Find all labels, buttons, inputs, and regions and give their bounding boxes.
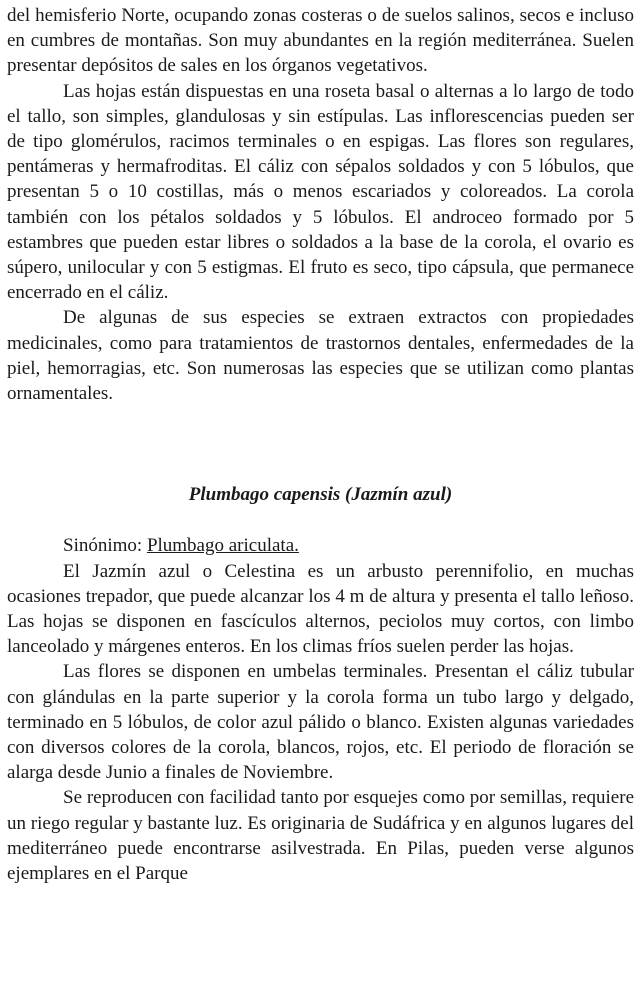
document-page	[7, 3, 634, 886]
section-title: Plumbago capensis (Jazmín azul)	[188, 484, 453, 506]
synonym-value: Plumbago ariculata.	[146, 535, 299, 557]
paragraph-flowers: Las flores se disponen en umbelas terminales. Presentan el cáliz tubular con glándulas en la parte superior y la corola forma un tubo largo y delgado, terminado en 5 lóbulos, de color azul pálido o blanco. Existen algunas variedades con diversos colores de la corola, blancos, rojos, etc. El periodo de floración se alarga desde Junio a finales de Noviembre.	[7, 661, 634, 784]
synonym-label: Sinónimo:	[63, 535, 147, 557]
paragraph-uses: De algunas de sus especies se extraen extractos con propiedades medicinales, como para tratamientos de trastornos dentales, enfermedades de la piel, hemorragias, etc. Son numerosas las especies que se utilizan como plantas ornamentales.	[7, 307, 634, 405]
paragraph-description: El Jazmín azul o Celestina es un arbusto perennifolio, en muchas ocasiones trepador, que puede alcanzar los 4 m de altura y presenta el tallo leñoso. Las hojas se disponen en fascículos alternos, peciolos muy cortos, con limbo lanceolado y márgenes enteros. En los climas fríos suelen perder las hojas.	[7, 560, 634, 658]
synonym-line	[7, 533, 634, 558]
paragraph-reproduction: Se reproducen con facilidad tanto por esquejes como por semillas, requiere un riego regular y bastante luz. Es originaria de Sudáfrica y en algunos lugares del mediterráneo puede encontrarse asilvestrada. En Pilas, pueden verse algunos ejemplares en el Parque	[7, 787, 634, 885]
paragraph-continuation: del hemisferio Norte, ocupando zonas costeras o de suelos salinos, secos e incluso en cumbres de montañas. Son muy abundantes en la región mediterránea. Suelen presentar depósitos de sales en los órganos vegetativos.	[7, 5, 634, 77]
paragraph-leaves: Las hojas están dispuestas en una roseta basal o alternas a lo largo de todo el tallo, son simples, glandulosas y sin estípulas. Las inflorescencias pueden ser de tipo glomérulos, racimos terminales o en espigas. Las flores son regulares, pentámeras y hermafroditas. El cáliz con sépalos soldados y con 5 lóbulos, que presentan 5 o 10 costillas, más o menos escariados y coloreados. La corola también con los pétalos soldados y 5 lóbulos. El androceo formado por 5 estambres que pueden estar libres o soldados a la base de la corola, el ovario es súpero, unilocular y con 5 estigmas. El fruto es seco, tipo cápsula, que permanece encerrado en el cáliz.	[7, 80, 634, 304]
